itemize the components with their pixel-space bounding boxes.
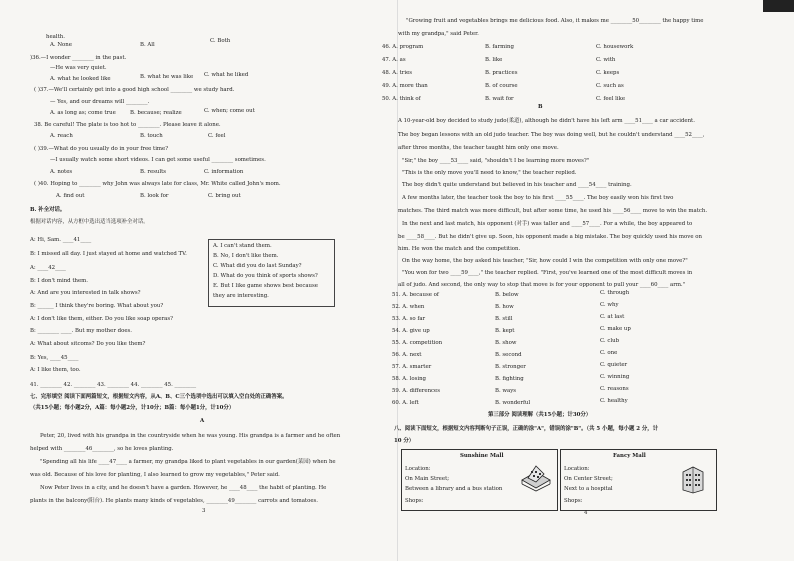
section8-title: 八、阅读下面短文，根据短文内容判断句子正误，正确的涂"A"，错误的涂"B"。（共 5 小题，每小题 2 分，计: [394, 426, 659, 432]
passage-b-line: The boy didn't quite understand but believed in his teacher and ____54____ training.: [402, 182, 632, 188]
q50-option-a: 50. A. think of: [382, 96, 421, 102]
q48-option-b: B. practices: [485, 70, 518, 76]
q39-option-a: A. notes: [50, 169, 73, 175]
q40-option-a: A. find out: [56, 193, 85, 199]
section-b-instructions: 根据对话内容，从方框中选出适当选项补全对话。: [30, 219, 149, 225]
q49-option-b: B. of course: [485, 83, 518, 89]
q46-option-b: B. farming: [485, 44, 514, 50]
passage-a-quote: "Growing fruit and vegetables brings me delicious food. Also, it makes me ________50________ the happy time: [406, 18, 704, 24]
tower-building-icon: [677, 464, 709, 494]
mall-building-icon: [520, 462, 552, 492]
part3-title: 第三部分 阅读理解（共15小题；计30分）: [488, 412, 592, 418]
sunshine-mall-card: [401, 449, 558, 511]
passage-a-line: was old. Because of his love for planting, I also learned to grow my vegetables," Peter said.: [30, 472, 280, 478]
passage-a-quote: with my grandpa," said Peter.: [398, 31, 479, 37]
q39-option-b: B. results: [140, 169, 167, 175]
section8-title-cont: 10 分）: [394, 438, 415, 444]
q50-option-c: C. feel like: [596, 96, 626, 102]
page-number: 3: [202, 508, 206, 514]
dialogue-line: A: I don't like them, either. Do you like soap operas?: [30, 316, 174, 322]
q51-option-c: C. through: [600, 290, 630, 296]
q38-stem: 38. Be careful! The plate is too hot to ________. Please leave it alone.: [34, 122, 221, 128]
passage-a-line: helped with ________46________, so he loves planting.: [30, 446, 174, 452]
passage-b-line: A 10-year-old boy decided to study judo(柔道), although he didn't have his left arm ____51____ a car accident.: [398, 118, 695, 124]
q58-option-c: C. winning: [600, 374, 630, 380]
fancy-mall-row: Location:: [564, 466, 590, 472]
q51-option-b: B. below: [495, 292, 519, 298]
passage-b-line: matches. The third match was more difficult, but after some time, he used his ____56____ move to win the match.: [398, 208, 708, 214]
cloze-section-subtitle: （共15小题；每小题2分，A篇：每小题2分，计10分；B篇：每小题1分，计10分）: [30, 405, 235, 411]
passage-b-line: A few months later, the teacher took the boy to his first ____55____. The boy easily won his first two: [402, 195, 674, 201]
sunshine-mall-name: Sunshine Mall: [460, 453, 504, 459]
q36-stem: )36.—I wonder ________ in the past.: [30, 55, 127, 61]
q60-option-c: C. healthy: [600, 398, 628, 404]
passage-b-line: "Sir," the boy ____53____ said, "shouldn't I be learning more moves?": [402, 158, 590, 164]
q54-option-c: C. make up: [600, 326, 631, 332]
q37-option-b: B. because; realize: [130, 110, 182, 116]
answer-blanks: 41. ________ 42. ________ 43. ________ 44. ________ 45. ________: [30, 382, 197, 388]
q57-option-b: B. stronger: [495, 364, 526, 370]
box-option-e-cont: they are interesting.: [213, 293, 269, 299]
page-number: 4: [584, 510, 588, 516]
sunshine-mall-row: On Main Street;: [405, 476, 450, 482]
fancy-mall-name: Fancy Mall: [613, 453, 646, 459]
box-option-c: C. What did you do last Sunday?: [213, 263, 302, 269]
q55-option-b: B. show: [495, 340, 517, 346]
q40-stem: ( )40. Hoping to ________ why John was always late for class, Mr. White called John's mom.: [34, 181, 281, 187]
q39-stem-cont: —I usually watch some short videos. I can get some useful ________ sometimes.: [50, 157, 266, 163]
right-page: [382, 0, 794, 561]
dialogue-line: B: ______ I think they're boring. What about you?: [30, 303, 164, 309]
q38-option-c: C. feel: [208, 133, 226, 139]
q56-option-c: C. one: [600, 350, 618, 356]
sunshine-mall-row: Between a library and a bus station: [405, 486, 503, 492]
q49-option-a: 49. A. more than: [382, 83, 428, 89]
fancy-mall-row: On Center Street;: [564, 476, 613, 482]
q59-option-c: C. reasons: [600, 386, 629, 392]
passage-a-label: A: [200, 418, 205, 424]
q48-option-c: C. keeps: [596, 70, 620, 76]
fancy-mall-row: Next to a hospital: [564, 486, 613, 492]
q38-option-b: B. touch: [140, 133, 163, 139]
scan-edge: [763, 0, 794, 12]
q53-option-c: C. at last: [600, 314, 625, 320]
q47-option-a: 47. A. as: [382, 57, 406, 63]
q55-option-a: 55. A. competition: [392, 340, 443, 346]
q46-option-c: C. housework: [596, 44, 634, 50]
q58-option-a: 58. A. losing: [392, 376, 426, 382]
q54-option-b: B. kept: [495, 328, 515, 334]
q53-option-a: 53. A. so far: [392, 316, 426, 322]
q52-option-b: B. how: [495, 304, 514, 310]
q47-option-b: B. like: [485, 57, 503, 63]
q35-option-a: A. None: [50, 42, 72, 48]
fancy-mall-row: Shops:: [564, 498, 583, 504]
q35-option-b: B. All: [140, 42, 155, 48]
box-option-e: E. But I like game shows best because: [213, 283, 318, 289]
fancy-mall-card: [560, 449, 717, 511]
options-box: [208, 239, 335, 307]
q60-option-a: 60. A. left: [392, 400, 419, 406]
passage-b-line: after three months, the teacher taught him only one move.: [398, 145, 559, 151]
q35-option-c: C. Both: [210, 38, 231, 44]
q39-stem: ( )39.—What do you usually do in your free time?: [34, 146, 169, 152]
q51-option-a: 51. A. because of: [392, 292, 439, 298]
section-b-title: B. 补全对话。: [30, 207, 66, 213]
dialogue-line: B: I missed all day. I just stayed at home and watched TV.: [30, 251, 187, 257]
box-option-d: D. What do you think of sports shows?: [213, 273, 318, 279]
q55-option-c: C. club: [600, 338, 620, 344]
q56-option-a: 56. A. next: [392, 352, 422, 358]
q35-tail: health.: [46, 34, 65, 40]
q57-option-c: C. quieter: [600, 362, 628, 368]
q38-option-a: A. reach: [50, 133, 73, 139]
passage-b-line: The boy began lessons with an old judo teacher. The boy was doing well, but he couldn't understand ____52____,: [398, 132, 705, 138]
box-option-a: A. I can't stand them.: [213, 243, 272, 249]
passage-b-line: all of judo. And second, the only way to stop that move is for your opponent to pull your ____60____ arm.": [398, 282, 686, 288]
dialogue-line: B: Yes, ____45____: [30, 355, 79, 361]
passage-b-label: B: [538, 104, 543, 110]
q58-option-b: B. fighting: [495, 376, 524, 382]
q52-option-c: C. why: [600, 302, 619, 308]
dialogue-line: A: And are you interested in talk shows?: [30, 290, 141, 296]
q39-option-c: C. information: [204, 169, 244, 175]
sunshine-mall-row: Shops:: [405, 498, 424, 504]
q59-option-a: 59. A. differences: [392, 388, 441, 394]
dialogue-line: A: ____42____: [30, 265, 66, 271]
passage-a-line: Peter, 20, lived with his grandpa in the countryside when he was young. His grandpa is a farmer and he often: [40, 433, 341, 439]
q37-option-c: C. when; come out: [204, 108, 255, 114]
dialogue-line: A: What about sitcoms? Do you like them?: [30, 341, 146, 347]
q40-option-b: B. look for: [140, 193, 169, 199]
q54-option-a: 54. A. give up: [392, 328, 430, 334]
q47-option-c: C. with: [596, 57, 616, 63]
passage-a-line: "Spending all his life ____47____ a farmer, my grandpa liked to plant vegetables in our garden(菜园) when he: [40, 459, 336, 465]
q37-stem: ( )37.—We'll certainly get into a good high school ________ we study hard.: [34, 87, 235, 93]
passage-a-line: plants in the balcony(阳台). He plants many kinds of vegetables, ________49________ carrots and tomatoes.: [30, 498, 319, 504]
passage-b-line: "You won for two ____59____," the teacher replied. "First, you've learned one of the most difficult moves in: [402, 270, 693, 276]
dialogue-line: B: I don't mind them.: [30, 278, 88, 284]
q36-stem-cont: —He was very quiet.: [50, 65, 107, 71]
box-option-b: B. No, I don't like them.: [213, 253, 279, 259]
q48-option-a: 48. A. tries: [382, 70, 413, 76]
passage-b-line: "This is the only move you'll need to know," the teacher replied.: [402, 170, 577, 176]
cloze-section-title: 七、完形填空 阅读下面两篇短文，根据短文内容，从A、B、C三个选项中选出可以填入空白处的正确答案。: [30, 394, 288, 400]
q40-option-c: C. bring out: [208, 193, 241, 199]
passage-b-line: be ____58____. But he didn't give up. Soon, his opponent made a big mistake. The boy quickly used his move on: [398, 234, 702, 240]
q52-option-a: 52. A. when: [392, 304, 425, 310]
q36-option-c: C. what he liked: [204, 72, 249, 78]
q49-option-c: C. such as: [596, 83, 624, 89]
q59-option-b: B. ways: [495, 388, 517, 394]
passage-b-line: him. He won the match and the competition.: [398, 246, 521, 252]
q37-option-a: A. as long as; come true: [50, 110, 116, 116]
q60-option-b: B. wonderful: [495, 400, 531, 406]
dialogue-line: B: ________ ____. But my mother does.: [30, 328, 133, 334]
sunshine-mall-row: Location:: [405, 466, 431, 472]
q36-option-a: A. what he looked like: [50, 76, 111, 82]
q57-option-a: 57. A. smarter: [392, 364, 432, 370]
q37-stem-cont: — Yes, and our dreams will ________.: [50, 99, 150, 105]
q46-option-a: 46. A. program: [382, 44, 424, 50]
q50-option-b: B. wait for: [485, 96, 514, 102]
passage-b-line: In the next and last match, his opponent (对手) was taller and ____57____. For a while, the boy appeared to: [402, 221, 693, 227]
q36-option-b: B. what he was like: [140, 74, 194, 80]
passage-b-line: On the way home, the boy asked his teacher, "Sir, how could I win the competition with only one move?": [402, 258, 688, 264]
dialogue-line: A: I like them, too.: [30, 367, 81, 373]
q53-option-b: B. still: [495, 316, 513, 322]
dialogue-line: A: Hi, Sam. ____41____: [30, 237, 92, 243]
q56-option-b: B. second: [495, 352, 522, 358]
passage-a-line: Now Peter lives in a city, and he doesn't have a garden. However, he ____48____ the habit of planting. He: [40, 485, 327, 491]
